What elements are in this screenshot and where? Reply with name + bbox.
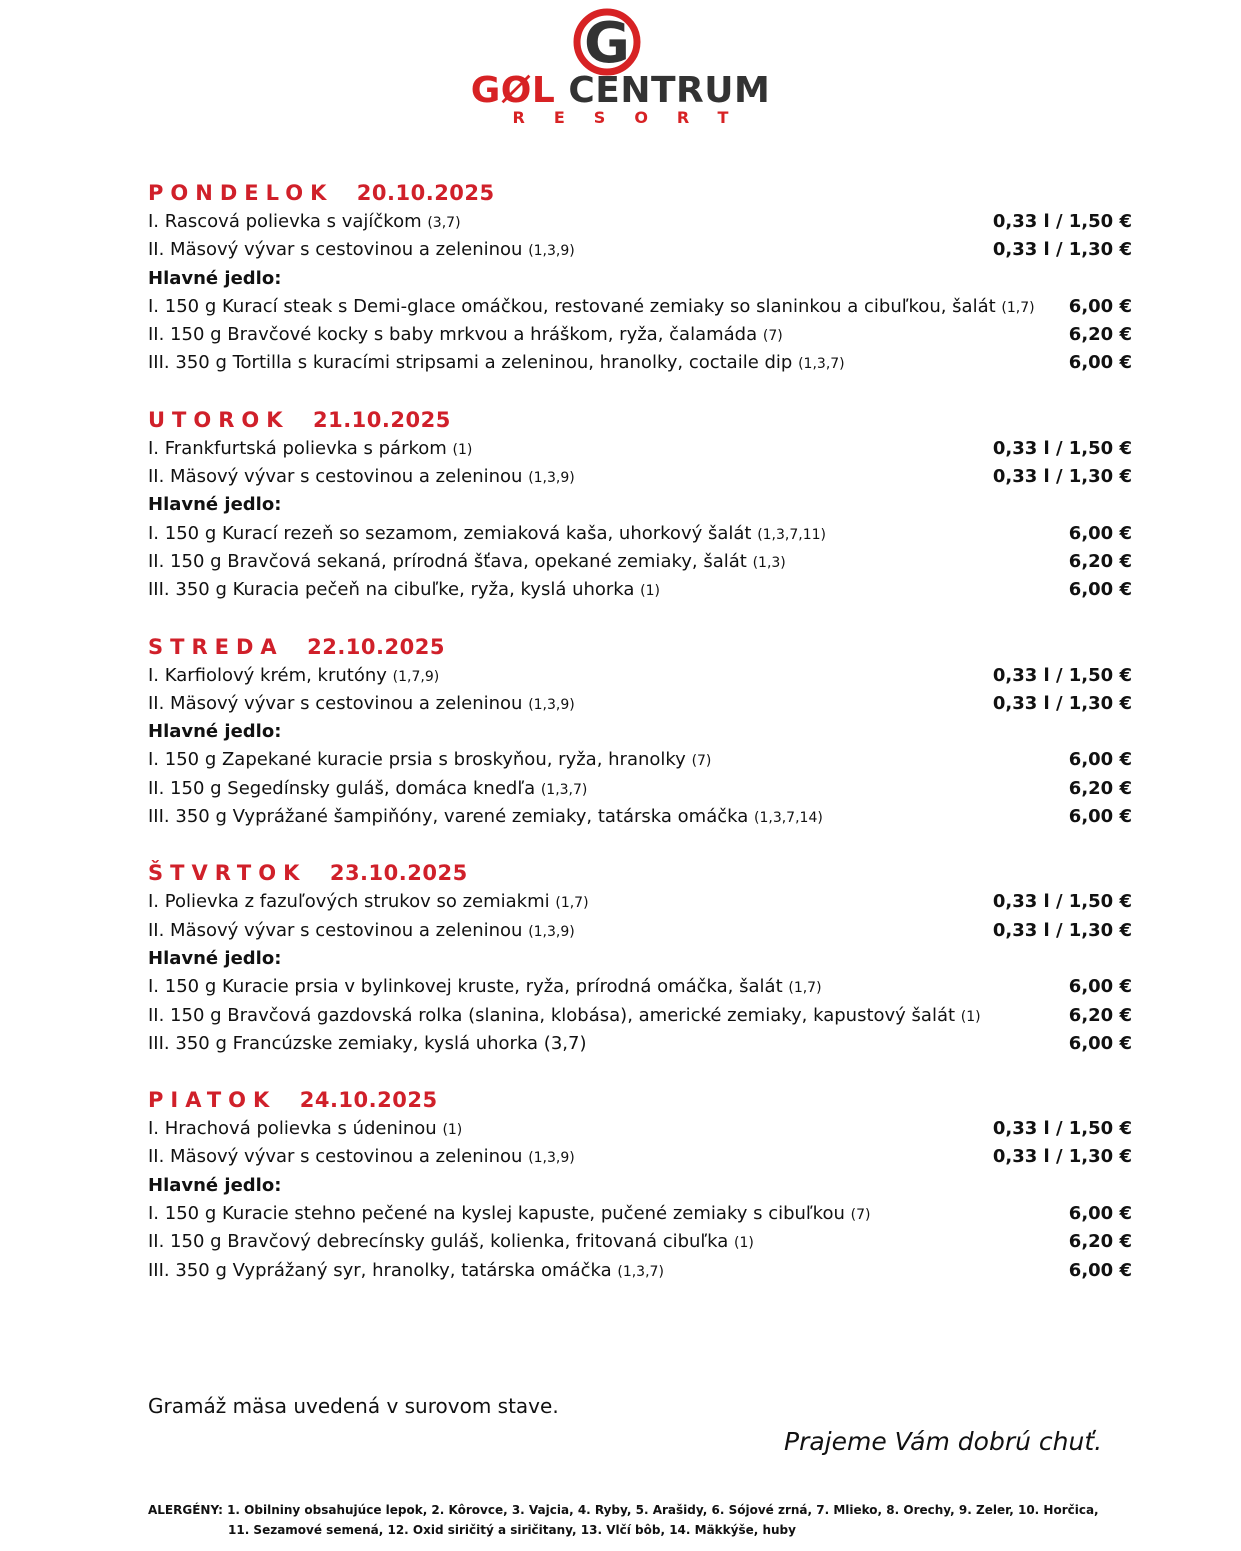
- main-course-row: [148, 520, 1132, 548]
- closing-wish: Prajeme Vám dobrú chuť.: [784, 1427, 1103, 1456]
- allergen-codes: (1,7): [555, 895, 589, 912]
- dish-price: 0,33 l / 1,50 €: [992, 437, 1132, 459]
- dish-price: 0,33 l / 1,30 €: [992, 919, 1132, 941]
- dish-text: I. 150 g Kurací steak s Demi-glace omáčkou, restované zemiaky so slaninkou a cibuľkou, šalát: [148, 295, 1002, 317]
- allergen-codes: (3,7): [427, 215, 461, 231]
- dish-price: 0,33 l / 1,30 €: [992, 239, 1132, 261]
- dish-text: I. 150 g Kuracie stehno pečené na kyslej kapuste, pučené zemiaky s cibuľkou: [148, 1203, 851, 1225]
- allergen-codes: (1,3,9): [528, 470, 575, 487]
- dish-price: 6,20 €: [1068, 1231, 1132, 1253]
- main-course-label: Hlavné jedlo:: [148, 1174, 282, 1196]
- main-course-row: [148, 548, 1132, 576]
- soup-row: [148, 1143, 1132, 1171]
- main-course-row: [148, 746, 1132, 774]
- dish-text: II. 150 g Bravčové kocky s baby mrkvou a hráškom, ryža, čalamáda: [148, 324, 763, 346]
- allergen-codes: (1,3,9): [528, 243, 575, 260]
- allergen-codes: (1,3,7,11): [757, 526, 826, 543]
- dish-price: 6,20 €: [1068, 550, 1132, 572]
- dish-text: III. 350 g Tortilla s kuracími stripsami a zeleninou, hranolky, coctaile dip: [148, 352, 799, 374]
- allergen-legend: [148, 1500, 1099, 1540]
- dish-price: 6,00 €: [1068, 1259, 1132, 1281]
- logo-wordmark: [0, 70, 1241, 111]
- dish-text: I. Hrachová polievka s údeninou: [148, 1118, 443, 1140]
- dish-price: 0,33 l / 1,50 €: [992, 891, 1132, 913]
- day-name: PIATOK: [148, 1088, 277, 1113]
- soup-row: [148, 208, 1132, 236]
- soup-row: [148, 690, 1132, 718]
- allergen-codes: (7): [691, 753, 712, 770]
- weekly-menu: [148, 178, 1132, 1285]
- day-heading: [148, 858, 1132, 888]
- day-section: [148, 632, 1132, 832]
- dish-price: 0,33 l / 1,50 €: [992, 211, 1132, 232]
- dish-text: II. Mäsový vývar s cestovinou a zeleninou: [148, 919, 529, 941]
- main-course-row: [148, 1030, 1132, 1058]
- dish-price: 0,33 l / 1,30 €: [992, 1146, 1132, 1168]
- main-course-row: [148, 1200, 1132, 1228]
- day-spacer: [148, 378, 1132, 405]
- resort-logo: [0, 0, 1241, 140]
- soup-row: [148, 1115, 1132, 1143]
- dish-text: III. 350 g Vyprážaný syr, hranolky, tatárska omáčka: [148, 1259, 618, 1281]
- dish-text: II. 150 g Bravčová sekaná, prírodná šťava, opekané zemiaky, šalát: [148, 550, 753, 572]
- dish-price: 6,00 €: [1068, 522, 1132, 544]
- soup-row: [148, 435, 1132, 463]
- allergen-codes: (1): [960, 1008, 981, 1025]
- allergen-legend-line-2: 11. Sezamové semená, 12. Oxid siričitý a siričitany, 13. Vlčí bôb, 14. Mäkkýše, huby: [228, 1523, 796, 1537]
- day-spacer: [148, 831, 1132, 858]
- dish-text: III. 350 g Francúzske zemiaky, kyslá uhorka (3,7): [148, 1032, 587, 1054]
- dish-text: II. Mäsový vývar s cestovinou a zeleninou: [148, 466, 529, 488]
- main-course-row: [148, 321, 1132, 349]
- dish-text: I. Rascová polievka s vajíčkom: [148, 211, 428, 232]
- main-course-row: [148, 293, 1132, 321]
- dish-text: II. 150 g Bravčový debrecínsky guláš, kolienka, fritovaná cibuľka: [148, 1231, 735, 1253]
- soup-row: [148, 662, 1132, 690]
- dish-text: III. 350 g Vyprážané šampiňóny, varené zemiaky, tatárska omáčka: [148, 806, 754, 828]
- day-section: [148, 1085, 1132, 1285]
- day-heading: [148, 178, 1132, 208]
- day-name: ŠTVRTOK: [148, 861, 307, 886]
- main-course-row: [148, 775, 1132, 803]
- allergen-codes: (1): [442, 1122, 463, 1139]
- allergen-codes: (1,7,9): [392, 668, 440, 685]
- logo-g-mark-icon: [560, 4, 680, 76]
- allergen-codes: (1): [452, 441, 473, 458]
- dish-text: I. 150 g Kuracie prsia v bylinkovej kruste, ryža, prírodná omáčka, šalát: [148, 976, 789, 998]
- day-name: UTOROK: [148, 407, 290, 432]
- svg-text:G: G: [584, 11, 630, 76]
- allergen-codes: (1,3,7): [798, 356, 845, 373]
- dish-price: 6,20 €: [1068, 777, 1132, 799]
- dish-price: 0,33 l / 1,50 €: [992, 1118, 1132, 1140]
- day-heading: [148, 1085, 1132, 1115]
- allergen-codes: (7): [850, 1207, 871, 1224]
- allergen-codes: (1): [640, 583, 661, 600]
- allergen-codes: (1,3): [752, 554, 786, 571]
- dish-text: I. Karfiolový krém, krutóny: [148, 664, 393, 686]
- main-course-row: [148, 803, 1132, 831]
- main-course-row: [148, 576, 1132, 604]
- dish-text: I. Polievka z fazuľových strukov so zemiakmi: [148, 891, 556, 913]
- dish-text: I. 150 g Kurací rezeň so sezamom, zemiaková kaša, uhorkový šalát: [148, 522, 758, 544]
- dish-price: 0,33 l / 1,50 €: [992, 664, 1132, 686]
- allergen-codes: (1,3,9): [528, 696, 575, 713]
- dish-price: 6,00 €: [1068, 579, 1132, 601]
- logo-word-centrum: CENTRUM: [568, 70, 771, 111]
- day-date: 20.10.2025: [356, 181, 495, 205]
- allergen-codes: (1,3,9): [528, 1150, 575, 1167]
- day-date: 22.10.2025: [307, 634, 445, 659]
- soup-row: [148, 463, 1132, 491]
- main-course-row: [148, 1228, 1132, 1256]
- dish-text: III. 350 g Kuracia pečeň na cibuľke, ryža, kyslá uhorka: [148, 579, 641, 601]
- dish-price: 6,00 €: [1068, 749, 1132, 771]
- day-section: [148, 405, 1132, 605]
- day-name: PONDELOK: [148, 181, 334, 205]
- day-spacer: [148, 605, 1132, 632]
- dish-price: 6,00 €: [1068, 1032, 1132, 1054]
- allergen-codes: (1,3,7,14): [754, 810, 823, 827]
- day-heading: [148, 632, 1132, 662]
- logo-word-gol: GØL: [470, 70, 556, 111]
- main-course-row: [148, 1002, 1132, 1030]
- dish-price: 6,20 €: [1068, 1004, 1132, 1026]
- main-course-label: Hlavné jedlo:: [148, 267, 282, 289]
- day-name: STREDA: [148, 634, 284, 659]
- main-course-label: Hlavné jedlo:: [148, 947, 282, 969]
- allergen-codes: (1,7): [788, 980, 822, 997]
- day-section: [148, 178, 1132, 378]
- day-date: 24.10.2025: [299, 1088, 438, 1113]
- day-date: 23.10.2025: [329, 861, 468, 886]
- main-course-row: [148, 349, 1132, 377]
- allergen-legend-line-1: ALERGÉNY: 1. Obilniny obsahujúce lepok, 2. Kôrovce, 3. Vajcia, 4. Ryby, 5. Arašidy, 6. Sójové zrná, 7. Mlieko, 8. Orechy, 9. Zeler, 10. Horčica,: [148, 1503, 1099, 1517]
- dish-price: 0,33 l / 1,30 €: [992, 466, 1132, 488]
- soup-row: [148, 888, 1132, 916]
- day-date: 21.10.2025: [312, 407, 451, 432]
- meat-weight-note: Gramáž mäsa uvedená v surovom stave.: [148, 1394, 559, 1418]
- soup-row: [148, 236, 1132, 264]
- dish-price: 6,00 €: [1068, 295, 1132, 317]
- main-course-row: [148, 1257, 1132, 1285]
- main-course-row: [148, 973, 1132, 1001]
- logo-tagline: RESORT: [512, 108, 758, 127]
- dish-price: 6,20 €: [1068, 324, 1132, 346]
- main-course-label: Hlavné jedlo:: [148, 721, 282, 743]
- dish-text: I. Frankfurtská polievka s párkom: [148, 437, 453, 459]
- dish-text: I. 150 g Zapekané kuracie prsia s broskyňou, ryža, hranolky: [148, 749, 692, 771]
- dish-text: II. Mäsový vývar s cestovinou a zeleninou: [148, 692, 529, 714]
- soup-row: [148, 917, 1132, 945]
- allergen-codes: (1,3,9): [528, 923, 575, 940]
- dish-text: II. Mäsový vývar s cestovinou a zeleninou: [148, 1146, 529, 1168]
- allergen-codes: (1,3,7): [540, 781, 588, 798]
- allergen-codes: (1,7): [1001, 299, 1035, 316]
- allergen-codes: (1): [734, 1235, 754, 1252]
- dish-price: 6,00 €: [1068, 1203, 1132, 1225]
- dish-price: 6,00 €: [1068, 352, 1132, 374]
- dish-text: II. Mäsový vývar s cestovinou a zeleninou: [148, 239, 529, 261]
- dish-price: 6,00 €: [1068, 806, 1132, 828]
- dish-text: II. 150 g Bravčová gazdovská rolka (slanina, klobása), americké zemiaky, kapustový šalát: [148, 1004, 961, 1026]
- allergen-codes: (1,3,7): [617, 1263, 664, 1280]
- day-spacer: [148, 1058, 1132, 1085]
- dish-text: II. 150 g Segedínsky guláš, domáca knedľa: [148, 777, 541, 799]
- dish-price: 0,33 l / 1,30 €: [992, 692, 1132, 714]
- main-course-label: Hlavné jedlo:: [148, 494, 282, 516]
- day-section: [148, 858, 1132, 1058]
- dish-price: 6,00 €: [1068, 976, 1132, 998]
- allergen-codes: (7): [762, 328, 783, 345]
- day-heading: [148, 405, 1132, 435]
